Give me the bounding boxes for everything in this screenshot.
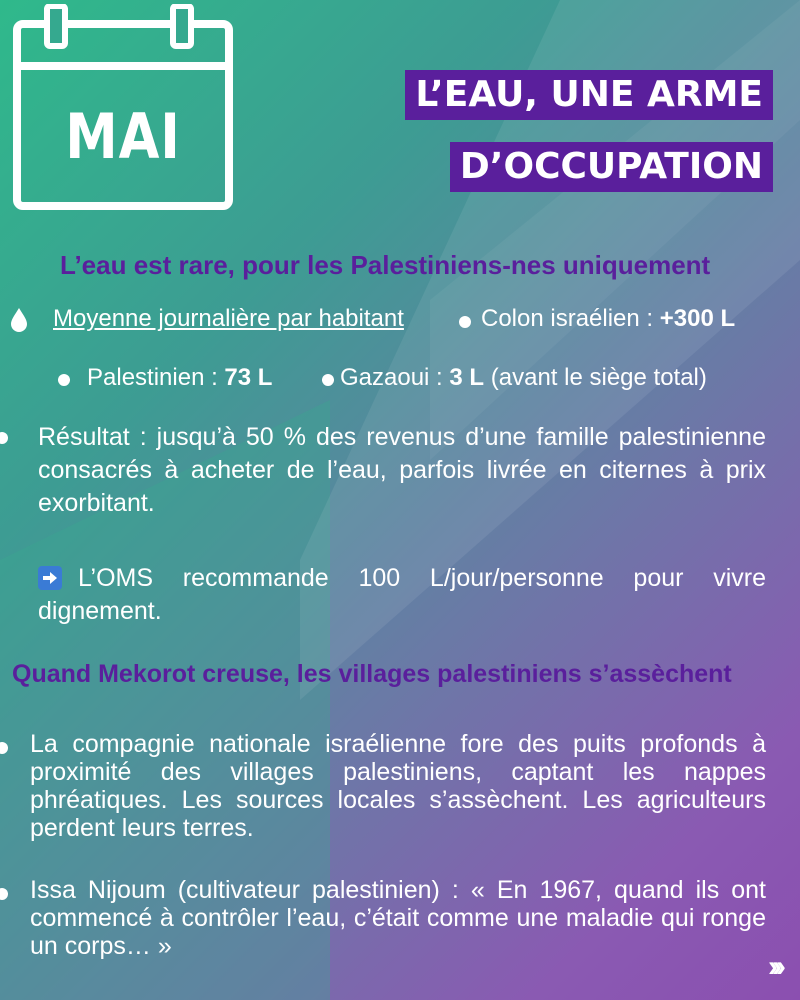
water-drop-icon: [9, 307, 29, 333]
gazan-label: Gazaoui :: [340, 364, 450, 391]
settler-label: Colon israélien :: [481, 305, 660, 332]
mekorot-paragraph: La compagnie nationale israélienne fore des puits profonds à proximité des villages palestiniens, captant les nappes phréatiques. Les sources locales s’assèchent. Les agriculteurs perdent leurs terres.: [30, 730, 766, 842]
next-page-chevrons-icon[interactable]: ›››: [768, 950, 780, 983]
bullet-dot: [0, 742, 8, 754]
bullet-dot: [322, 374, 334, 386]
palestinian-label: Palestinien :: [87, 364, 225, 391]
settler-stat: [481, 305, 735, 333]
average-label: Moyenne journalière par habitant: [53, 305, 404, 332]
who-recommendation-line1: [38, 562, 766, 595]
palestinian-stat: [87, 364, 272, 392]
gazan-note: (avant le siège total): [484, 364, 707, 391]
page-title-line2: D’OCCUPATION: [450, 142, 773, 192]
section1-heading: L’eau est rare, pour les Palestiniens-nes uniquement: [60, 250, 711, 280]
gazan-stat: [340, 364, 707, 392]
bullet-dot: [0, 432, 8, 444]
page-title-line1: L’EAU, UNE ARME: [405, 70, 773, 120]
settler-value: +300 L: [659, 305, 736, 332]
quote-paragraph: Issa Nijoum (cultivateur palestinien) : « En 1967, quand ils ont commencé à contrôler l’eau, c’était comme une maladie qui ronge un corps… »: [30, 876, 766, 960]
who-recommendation-text: L’OMS recommande 100 L/jour/personne pour vivre: [78, 564, 766, 592]
result-paragraph: Résultat : jusqu’à 50 % des revenus d’une famille palestinienne consacrés à acheter de l’eau, parfois livrée en citernes à prix exorbitant.: [38, 423, 766, 517]
who-recommendation-line2: dignement.: [38, 597, 162, 625]
palestinian-value: 73 L: [224, 364, 273, 391]
bullet-dot: [0, 888, 8, 900]
calendar-month: MAI: [65, 100, 181, 173]
gazan-value: 3 L: [449, 364, 485, 391]
section2-heading: Quand Mekorot creuse, les villages palestiniens s’assèchent: [12, 660, 732, 688]
bullet-dot: [58, 374, 70, 386]
bullet-dot: [459, 316, 471, 328]
